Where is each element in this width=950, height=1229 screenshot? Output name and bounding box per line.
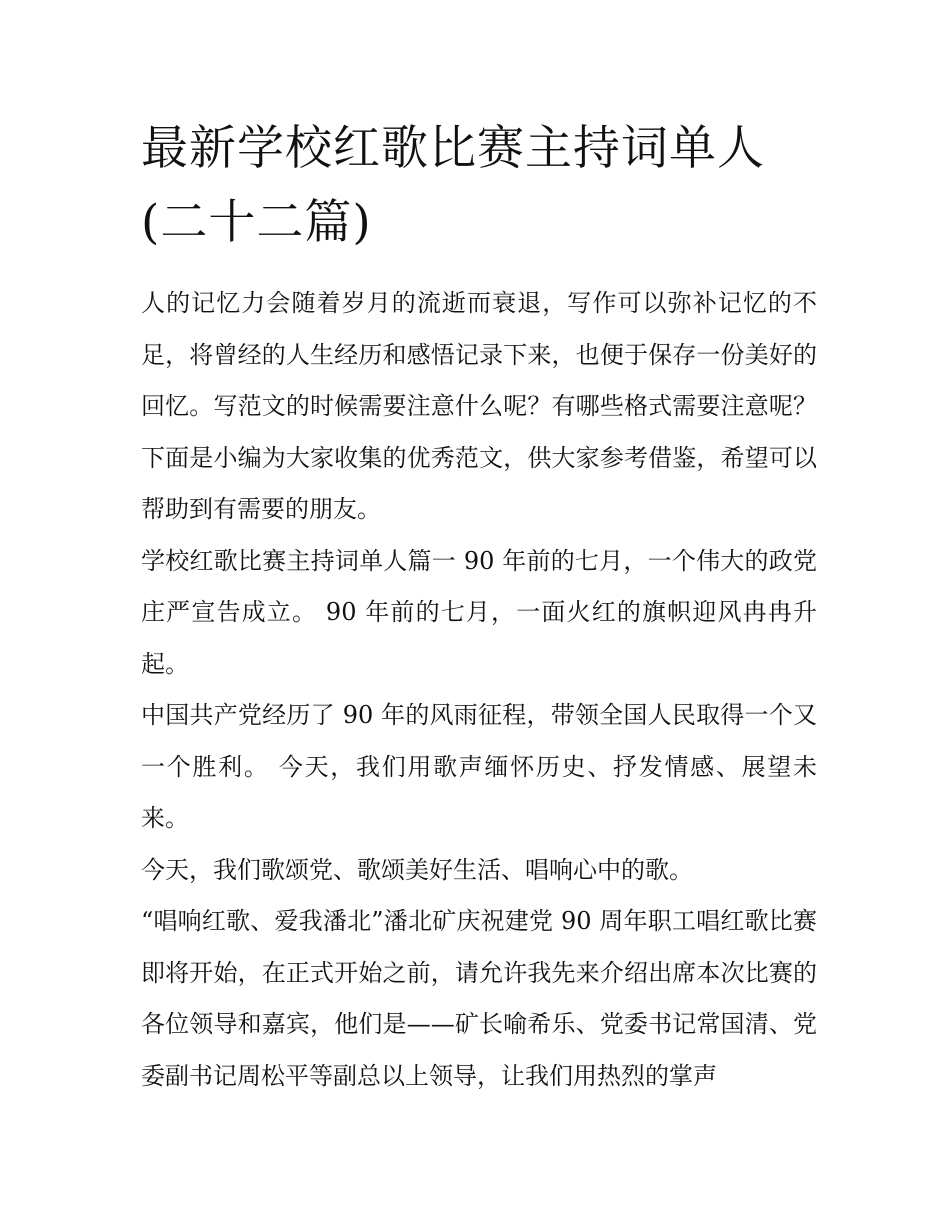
paragraph-today: 今天，我们歌颂党、歌颂美好生活、唱响心中的歌。	[141, 855, 693, 884]
paragraph-opening: “唱响红歌、爱我潘北”潘北矿庆祝建党 90 周年职工唱红歌比赛即将开始，在正式开始之前，请允许我先来介绍出席本次比赛的各位领导和嘉宾，他们是——矿长喻希乐、党委书记常国清、党委副书记周松平等副总以上领导，让我们用热烈的掌声	[141, 907, 817, 1090]
paragraph-history: 中国共产党经历了 90 年的风雨征程，带领全国人民取得一个又一个胜利。 今天，我们用歌声缅怀历史、抒发情感、展望未来。	[141, 701, 817, 832]
paragraph-intro: 人的记忆力会随着岁月的流逝而衰退，写作可以弥补记忆的不足，将曾经的人生经历和感悟记录下来，也便于保存一份美好的回忆。写范文的时候需要注意什么呢？有哪些格式需要注意呢？下面是小编为大家收集的优秀范文，供大家参考借鉴，希望可以帮助到有需要的朋友。	[141, 289, 817, 523]
document-body	[141, 278, 817, 1102]
page-title: 最新学校红歌比赛主持词单人(二十二篇)	[141, 121, 765, 250]
paragraph-part-one: 学校红歌比赛主持词单人篇一 90 年前的七月，一个伟大的政党庄严宣告成立。 90 年前的七月，一面火红的旗帜迎风冉冉升起。	[141, 546, 817, 678]
